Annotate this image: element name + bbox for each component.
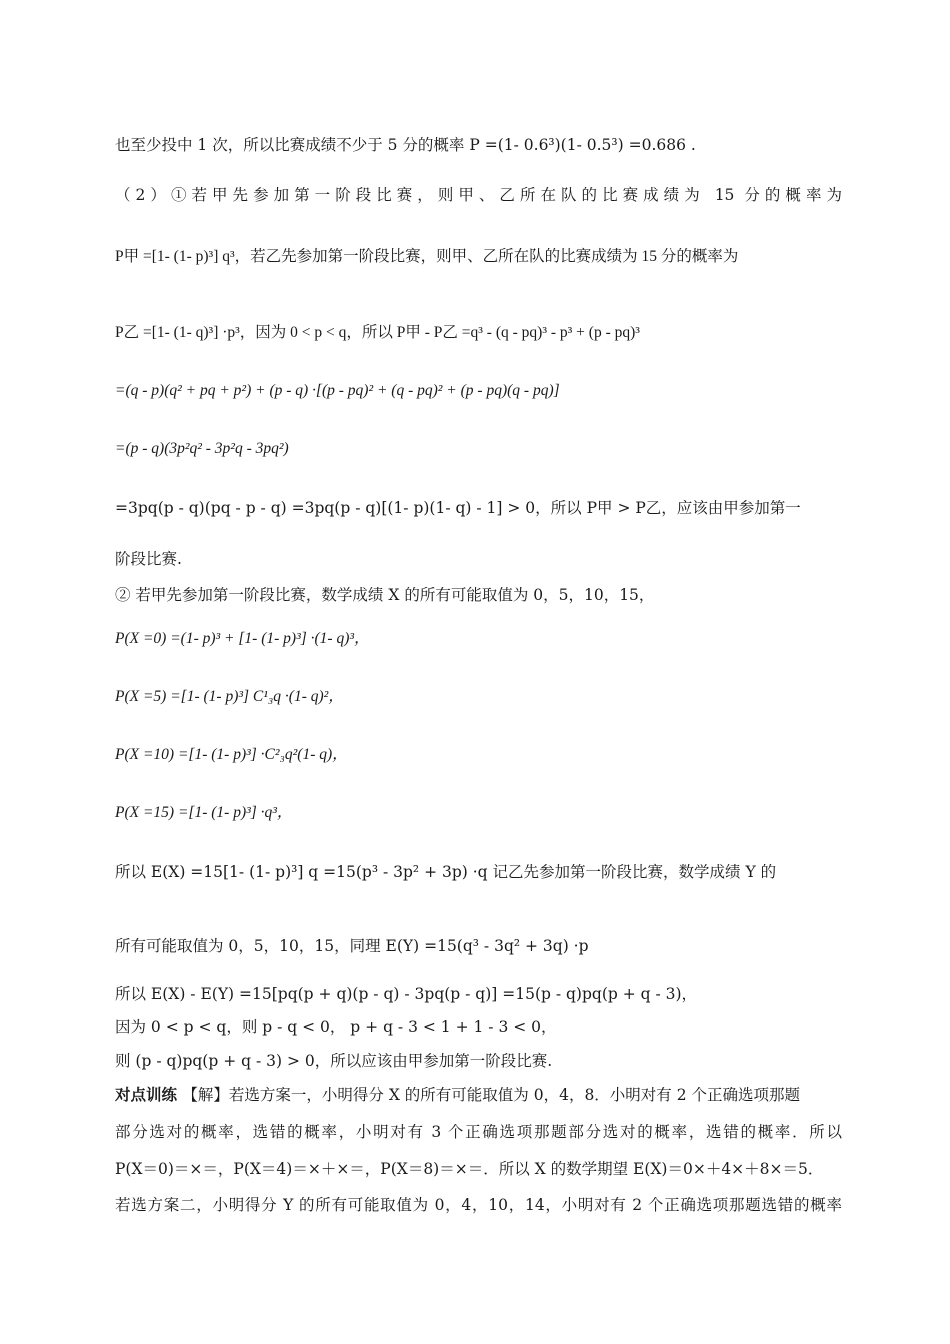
text-line-ey: 所有可能取值为 0，5，10，15，同理 E(Y) =15(q³ - 3q² + 3q) ·p <box>115 937 589 955</box>
text-line-2: （2）①若甲先参加第一阶段比赛，则甲、乙所在队的比赛成绩为 15 分的概率为 <box>115 186 842 204</box>
text-line-plan2: 若选方案二，小明得分 Y 的所有可能取值为 0，4，10，14，小明对有 2 个正确选项那题选错的概率 <box>115 1196 842 1214</box>
text-line-8: 阶段比赛. <box>115 550 182 568</box>
text-line-expectation: P(X＝0)＝×＝，P(X＝4)＝×＋×＝，P(X＝8)＝×＝．所以 X 的数学期望 E(X)＝0×＋4×＋8×＝5． <box>115 1160 824 1178</box>
text-line-9: ② 若甲先参加第一阶段比赛，数学成绩 X 的所有可能取值为 0，5，10，15， <box>115 586 655 604</box>
equation-px5: P(X =5) =[1- (1- p)³] C¹₃q ·(1- q)²， <box>115 688 344 705</box>
equation-line-5: =(q - p)(q² + pq + p²) + (p - q) ·[(p - pq)² + (q - pq)² + (p - pq)(q - pq)] <box>115 382 560 399</box>
text-line-3: P甲 =[1- (1- p)³] q³，若乙先参加第一阶段比赛，则甲、乙所在队的比赛成绩为 15 分的概率为 <box>115 248 739 265</box>
text-line-ex: 所以 E(X) =15[1- (1- p)³] q =15(p³ - 3p² + 3p) ·q 记乙先参加第一阶段比赛，数学成绩 Y 的 <box>115 863 777 881</box>
text-line-1: 也至少投中 1 次，所以比赛成绩不少于 5 分的概率 P =(1- 0.6³)(1- 0.5³) =0.686 . <box>115 136 696 154</box>
text-line-4: P乙 =[1- (1- q)³] ·p³，因为 0 < p < q，所以 P甲 - P乙 =q³ - (q - pq)³ - p³ + (p - pq)³ <box>115 324 640 341</box>
equation-px0: P(X =0) =(1- p)³ + [1- (1- p)³] ·(1- q)³， <box>115 630 370 647</box>
equation-px10: P(X =10) =[1- (1- p)³] ·C²₃q²(1- q)， <box>115 746 348 763</box>
training-text: 【解】若选方案一，小明得分 X 的所有可能取值为 0，4，8．小明对有 2 个正确选项那题 <box>182 1086 801 1104</box>
text-line-plan1: 部分选对的概率，选错的概率，小明对有 3 个正确选项那题部分选对的概率，选错的概率．所以 <box>115 1123 842 1141</box>
text-line-because: 因为 0 < p < q，则 p - q < 0， p + q - 3 < 1 + 1 - 3 < 0， <box>115 1018 557 1036</box>
text-line-training <box>115 1084 842 1106</box>
text-line-conclusion: 则 (p - q)pq(p + q - 3) > 0，所以应该由甲参加第一阶段比赛. <box>115 1052 553 1070</box>
text-line-diff: 所以 E(X) - E(Y) =15[pq(p + q)(p - q) - 3pq(p - q)] =15(p - q)pq(p + q - 3)， <box>115 985 698 1003</box>
training-label: 对点训练 <box>115 1085 183 1104</box>
equation-line-6: =(p - q)(3p²q² - 3p²q - 3pq²) <box>115 440 289 457</box>
equation-px15: P(X =15) =[1- (1- p)³] ·q³， <box>115 804 293 821</box>
text-line-7: =3pq(p - q)(pq - p - q) =3pq(p - q)[(1- p)(1- q) - 1] > 0，所以 P甲 > P乙，应该由甲参加第一 <box>115 499 801 517</box>
